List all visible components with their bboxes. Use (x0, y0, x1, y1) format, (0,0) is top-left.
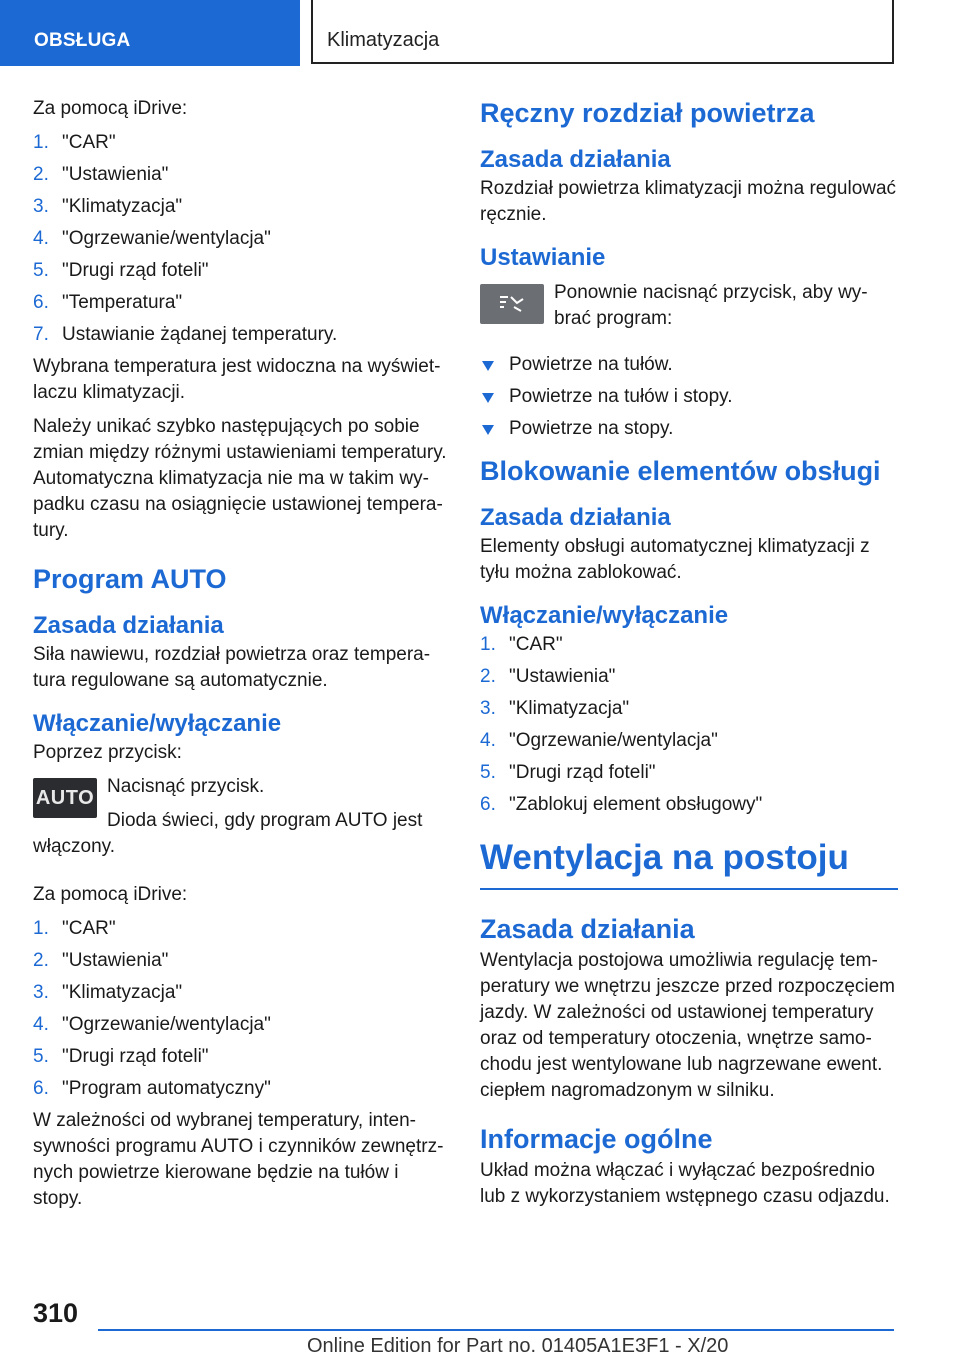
auto-button-block (33, 774, 451, 868)
list-item: 7. Ustawianie żądanej temperatury. (33, 324, 338, 345)
chapter-title: Klimatyzacja (327, 29, 440, 51)
list-item: 6. "Zablokuj element obsługowy" (480, 794, 763, 815)
heading-wlaczanie: Włączanie/wyłączanie (33, 710, 282, 737)
paragraph: Poprzez przycisk: (33, 742, 182, 763)
paragraph: Wybrana temperatura jest widoczna na wyświet-laczu klimatyzacji. (33, 356, 441, 403)
auto-steps-list (33, 916, 451, 1102)
header-chapter-box (311, 0, 894, 64)
list-item: 4. "Ogrzewanie/wentylacja" (33, 1014, 271, 1035)
list-item: 4. "Ogrzewanie/wentylacja" (33, 228, 271, 249)
footer-divider (98, 1329, 894, 1331)
heading-zasada-dzialania: Zasada działania (33, 612, 224, 639)
idrive-intro: Za pomocą iDrive: (33, 884, 188, 905)
list-item: Powietrze na tułów. (480, 352, 898, 378)
heading-ustawianie: Ustawianie (480, 244, 606, 271)
list-item: Powietrze na tułów i stopy. (480, 384, 898, 410)
paragraph: Układ można włączać i wyłączać bezpośrednio lub z wykorzystaniem wstępnego czasu odjazdu. (480, 1160, 890, 1207)
heading-zasada-dzialania: Zasada działania (480, 146, 671, 173)
section-title: OBSŁUGA (34, 30, 131, 51)
heading-zasada-dzialania: Zasada działania (480, 914, 695, 944)
list-item: 5. "Drugi rząd foteli" (33, 1046, 209, 1067)
heading-informacje-ogolne: Informacje ogólne (480, 1124, 713, 1154)
paragraph: Rozdział powietrza klimatyzacji można regulować ręcznie. (480, 178, 897, 225)
list-item: 1. "CAR" (480, 634, 563, 655)
temperature-steps-list (33, 130, 451, 348)
heading-wlaczanie: Włączanie/wyłączanie (480, 602, 729, 629)
paragraph: Dioda świeci, gdy program AUTO jest włączony. (33, 810, 423, 857)
paragraph: Należy unikać szybko następujących po sobie zmian między różnymi ustawieniami temperatury. Automatyczna klimatyzacja nie ma w takim wy-padku czasu na osiągnięcie ustawionej tempera-tury. (33, 416, 447, 541)
paragraph: W zależności od wybranej temperatury, inten-sywności programu AUTO i czynników zewnętrz-nych powietrze kierowane będzie na tułów i stopy. (33, 1110, 444, 1209)
list-item: 1. "CAR" (33, 132, 116, 153)
list-item: 1. "CAR" (33, 918, 116, 939)
footer-edition: Online Edition for Part no. 01405A1E3F1 - X/20 (307, 1335, 729, 1357)
list-item: 6. "Program automatyczny" (33, 1078, 271, 1099)
heading-blokowanie: Blokowanie elementów obsługi (480, 456, 881, 486)
air-distribution-block (480, 280, 898, 340)
list-item: 5. "Drugi rząd foteli" (480, 762, 656, 783)
idrive-intro: Za pomocą iDrive: (33, 98, 188, 119)
paragraph: Wentylacja postojowa umożliwia regulację tem-peratury we wnętrzu jeszcze przed rozpoczęciem jazdy. W zależności od ustawionej temperatury oraz od temperatury otoczenia, wnętrze samo-chodu jest wentylowane lub nagrzewane ewent. ciepłem nagromadzonym w silniku. (480, 950, 896, 1101)
paragraph: Siła nawiewu, rozdział powietrza oraz tempera-tura regulowane są automatycznie. (33, 644, 431, 691)
list-item: 5. "Drugi rząd foteli" (33, 260, 209, 281)
lock-steps-list (480, 632, 898, 818)
left-column (33, 96, 451, 1220)
air-distribution-icon (480, 284, 544, 324)
heading-reczny-rozdzial: Ręczny rozdział powietrza (480, 98, 815, 128)
auto-button-icon: AUTO (33, 778, 97, 818)
list-item: 2. "Ustawienia" (480, 666, 616, 687)
list-item: 2. "Ustawienia" (33, 950, 169, 971)
list-item: 2. "Ustawienia" (33, 164, 169, 185)
air-distribution-icon (497, 293, 527, 315)
list-item: 4. "Ogrzewanie/wentylacja" (480, 730, 718, 751)
bullet-triangle-icon (482, 361, 494, 371)
paragraph: Ponownie nacisnąć przycisk, aby wy-brać program: (554, 282, 868, 329)
page-number: 310 (33, 1298, 79, 1328)
list-item: 3. "Klimatyzacja" (33, 196, 183, 217)
list-item: Powietrze na stopy. (480, 416, 898, 442)
right-column (480, 96, 898, 1218)
list-item: 6. "Temperatura" (33, 292, 183, 313)
bullet-triangle-icon (482, 393, 494, 403)
heading-program-auto: Program AUTO (33, 564, 227, 594)
bullet-triangle-icon (482, 425, 494, 435)
paragraph: Elementy obsługi automatycznej klimatyzacji z tyłu można zablokować. (480, 536, 870, 583)
list-item: 3. "Klimatyzacja" (480, 698, 630, 719)
heading-zasada-dzialania: Zasada działania (480, 504, 671, 531)
list-item: 3. "Klimatyzacja" (33, 982, 183, 1003)
heading-wentylacja-na-postoju: Wentylacja na postoju (480, 836, 898, 890)
program-bullets (480, 352, 898, 442)
header-section-tab (0, 0, 300, 66)
paragraph: Nacisnąć przycisk. (107, 776, 265, 797)
